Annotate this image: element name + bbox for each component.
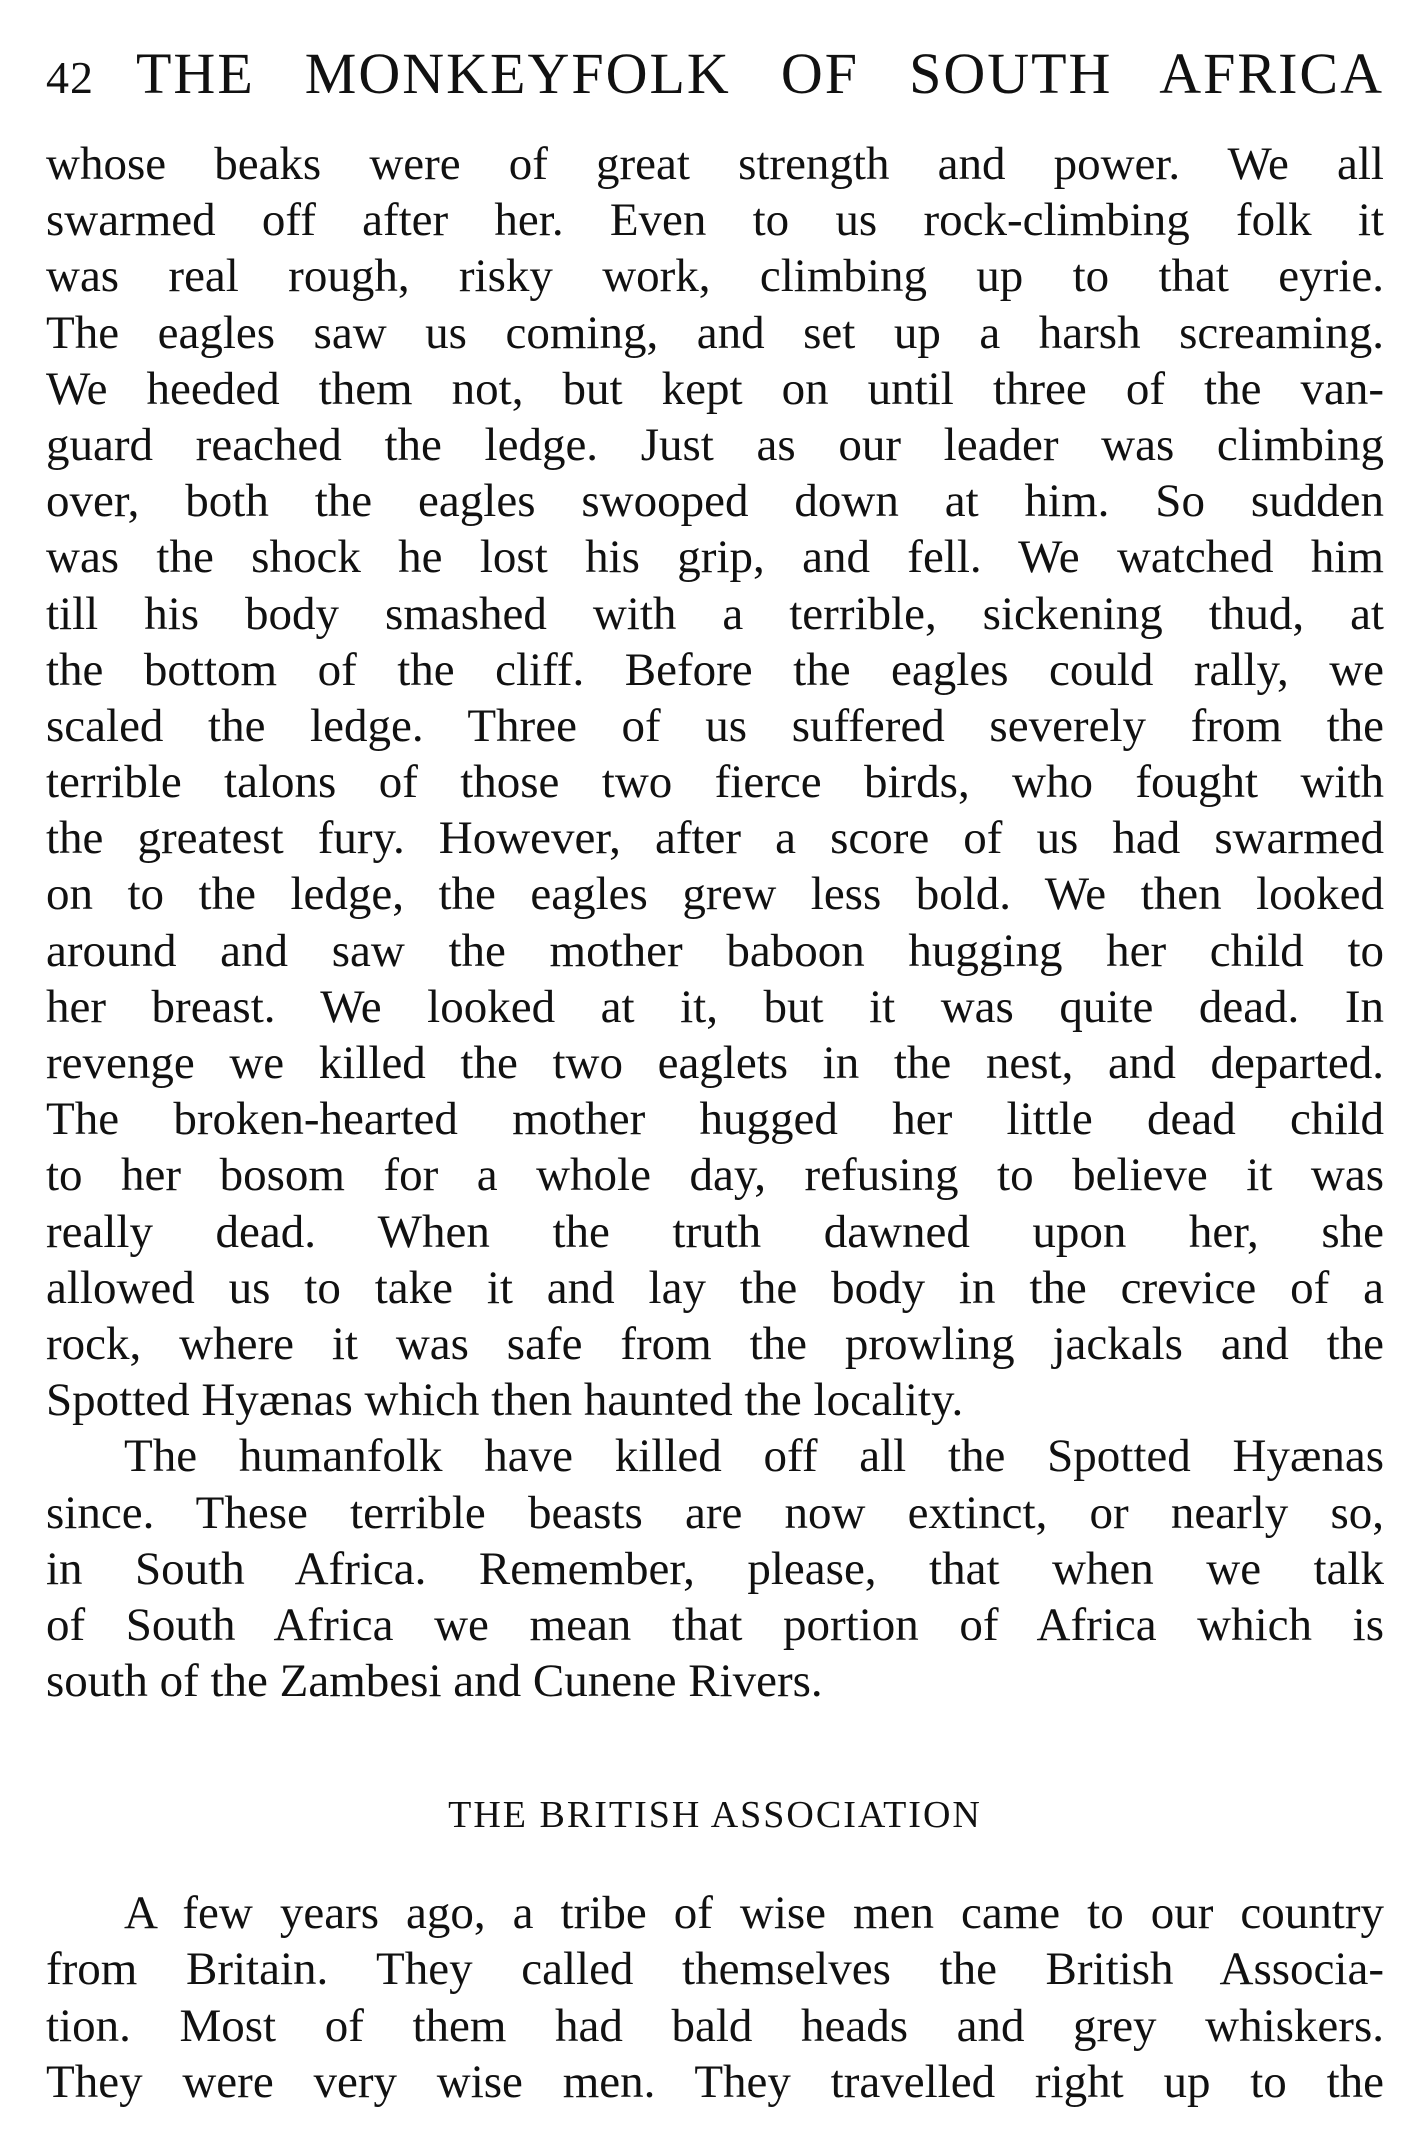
text-line: A few years ago, a tribe of wise men came to our country: [124, 1887, 1384, 1940]
text-line: her breast. We looked at it, but it was quite dead. In: [46, 980, 1384, 1033]
text-line: really dead. When the truth dawned upon her, she: [46, 1205, 1384, 1258]
paragraph-1: [46, 136, 1384, 1428]
paragraph-2: [46, 1428, 1384, 1709]
text-line: tion. Most of them had bald heads and grey whiskers.: [46, 1999, 1384, 2052]
running-head: [46, 40, 1384, 136]
text-line: from Britain. They called themselves the British Associa-: [46, 1943, 1384, 1996]
text-line: around and saw the mother baboon hugging her child to: [46, 924, 1384, 977]
text-line: to her bosom for a whole day, refusing to believe it was: [46, 1149, 1384, 1202]
text-line: on to the ledge, the eagles grew less bold. We then looked: [46, 868, 1384, 921]
text-line: south of the Zambesi and Cunene Rivers.: [46, 1655, 823, 1708]
text-line: revenge we killed the two eaglets in the nest, and departed.: [46, 1037, 1384, 1089]
book-page: [46, 40, 1384, 2110]
text-line: over, both the eagles swooped down at him. So sudden: [46, 475, 1384, 528]
text-line: since. These terrible beasts are now extinct, or nearly so,: [46, 1486, 1384, 1539]
text-line: swarmed off after her. Even to us rock-climbing folk it: [46, 194, 1384, 247]
text-line: allowed us to take it and lay the body in the crevice of a: [46, 1261, 1384, 1314]
text-line: of South Africa we mean that portion of Africa which is: [46, 1598, 1384, 1651]
section-heading: THE BRITISH ASSOCIATION: [448, 1794, 982, 1837]
book-title: THE MONKEYFOLK OF SOUTH AFRICA: [136, 41, 1384, 106]
text-line: whose beaks were of great strength and power. We all: [46, 138, 1384, 190]
text-line: the greatest fury. However, after a score of us had swarmed: [46, 812, 1384, 865]
text-line: was the shock he lost his grip, and fell. We watched him: [46, 531, 1384, 584]
text-line: They were very wise men. They travelled right up to the: [46, 2055, 1384, 2108]
text-line: The humanfolk have killed off all the Spotted Hyænas: [124, 1430, 1384, 1483]
text-line: scaled the ledge. Three of us suffered severely from the: [46, 699, 1384, 752]
text-line: Spotted Hyænas which then haunted the locality.: [46, 1374, 964, 1427]
text-line: We heeded them not, but kept on until three of the van-: [46, 362, 1384, 415]
paragraph-3: [46, 1885, 1384, 2110]
text-line: till his body smashed with a terrible, sickening thud, at: [46, 587, 1384, 640]
text-line: the bottom of the cliff. Before the eagles could rally, we: [46, 643, 1384, 696]
text-line: The broken-hearted mother hugged her little dead child: [46, 1093, 1384, 1146]
text-line: in South Africa. Remember, please, that when we talk: [46, 1542, 1384, 1595]
text-line: The eagles saw us coming, and set up a harsh screaming.: [46, 306, 1384, 359]
text-line: was real rough, risky work, climbing up to that eyrie.: [46, 250, 1384, 303]
text-line: terrible talons of those two fierce birds, who fought with: [46, 756, 1384, 809]
text-line: guard reached the ledge. Just as our leader was climbing: [46, 418, 1384, 471]
page-number: 42: [46, 52, 94, 103]
text-line: rock, where it was safe from the prowling jackals and the: [46, 1317, 1384, 1370]
